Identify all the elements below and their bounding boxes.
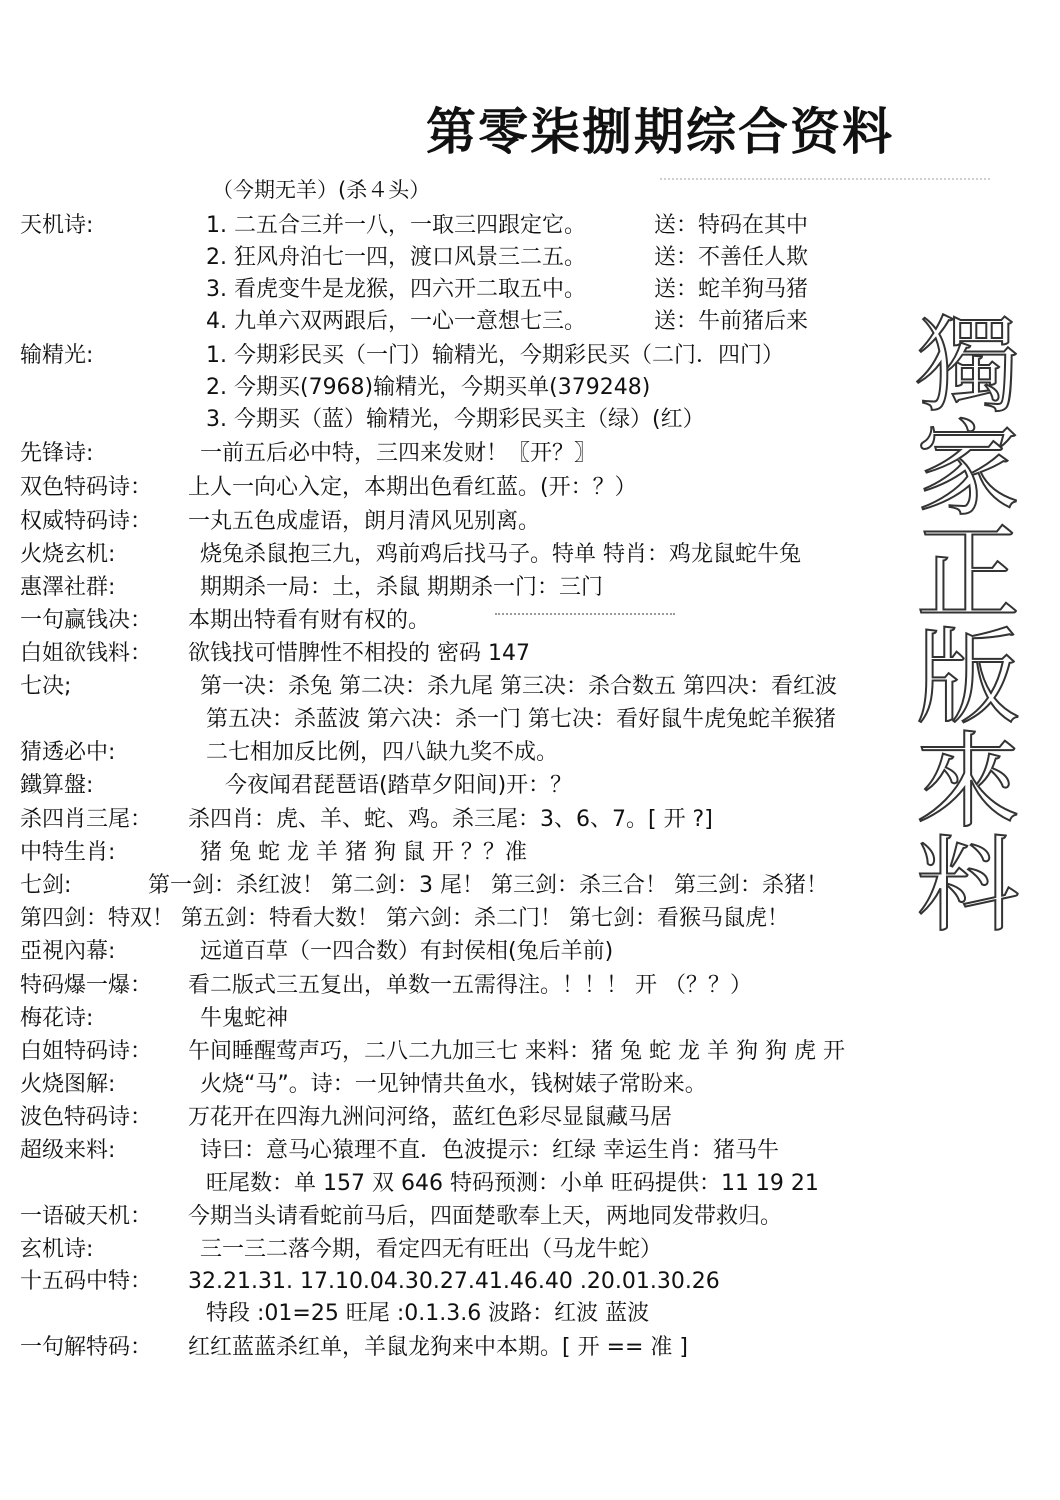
row-label: 一句赢钱决： [20,608,153,633]
tianji-send: 送：蛇羊狗马猪 [654,277,809,302]
watermark-vertical-text: 獨家正版來料 [898,310,1020,934]
shujing-line: 2. 今期买(7968)输精光，今期买单(379248) [206,375,651,400]
row-text: 一丸五色成虚语，朗月清风见别离。 [188,509,541,534]
tianji-send: 送：不善任人欺 [654,245,809,270]
row-text: 第一决：杀兔 第二决：杀九尾 第三决：杀合数五 第四决：看红波 [200,674,837,699]
row-label: 七决; [20,674,72,699]
shujing-line: 1. 今期彩民买（一门）输精光，今期彩民买（二门．四门） [206,343,784,368]
row-text: 一前五后必中特，三四来发财！〖开？〗 [200,441,597,466]
row-label: 白姐欲钱料： [20,641,153,666]
row-label: 亞視內幕: [20,939,116,964]
row-text: 杀四肖：虎、羊、蛇、鸡。杀三尾：3、6、7。[ 开 ?] [188,807,713,832]
row-text: 牛鬼蛇神 [200,1006,289,1031]
row-text: 二七相加反比例，四八缺九奖不成。 [206,740,559,765]
row-text: 今期当头请看蛇前马后，四面楚歌奉上天，两地同发带救归。 [188,1204,783,1229]
row-text: 万花开在四海九洲问河络，蓝红色彩尽显鼠藏马居 [188,1105,673,1130]
row-label: 鐵算盤: [20,773,94,798]
row-text: 特段 :01=25 旺尾 :0.1.3.6 波路：红波 蓝波 [206,1301,650,1326]
shujing-label: 输精光: [20,343,94,368]
row-text: 远道百草（一四合数）有封侯相(兔后羊前) [200,939,614,964]
row-text: 第一剑：杀红波！ 第二剑：3 尾！ 第三剑：杀三合！ 第三剑：杀猪！ [148,873,828,898]
row-text: 三一三二落今期，看定四无有旺出（马龙牛蛇） [200,1237,663,1262]
row-text: 32.21.31. 17.10.04.30.27.41.46.40 .20.01.30.26 [188,1269,720,1294]
row-text: 期期杀一局：土，杀鼠 期期杀一门：三门 [200,575,603,600]
dotted-divider [660,178,990,180]
subtitle: （今期无羊）(杀４头） [212,178,431,202]
row-label: 白姐特码诗： [20,1039,153,1064]
row-text: 第四剑：特双！ 第五剑：特看大数！ 第六剑：杀二门！ 第七剑：看猴马鼠虎！ [20,906,789,931]
row-label: 先锋诗: [20,441,94,466]
row-text: 本期出特看有财有权的。 [188,608,431,633]
tianji-send: 送：牛前猪后来 [654,309,809,334]
row-label: 特码爆一爆： [20,973,153,998]
dotted-divider [495,613,675,615]
row-text: 烧兔杀鼠抱三九，鸡前鸡后找马子。特单 特肖：鸡龙鼠蛇牛兔 [200,542,801,567]
row-text: 猪 兔 蛇 龙 羊 猪 狗 鼠 开 ？？准 [200,840,527,865]
row-text: 看二版式三五复出，单数一五需得注。！！！ 开 （？？） [188,973,752,998]
row-label: 惠澤社群: [20,575,116,600]
row-label: 超级来料: [20,1138,116,1163]
tianji-line: 2. 狂风舟泊七一四，渡口风景三二五。 [206,245,586,270]
row-label: 火烧玄机: [20,542,116,567]
row-label: 中特生肖: [20,840,116,865]
tianji-line: 3. 看虎变牛是龙猴，四六开二取五中。 [206,277,586,302]
row-text: 诗曰：意马心猿理不直．色波提示：红绿 幸运生肖：猪马牛 [200,1138,779,1163]
tianji-send: 送：特码在其中 [654,213,809,238]
row-text: 旺尾数：单 157 双 646 特码预测：小单 旺码提供：11 19 21 [206,1171,819,1196]
row-label: 猜透必中: [20,740,116,765]
row-text: 午间睡醒莺声巧，二八二九加三七 来料：猪 兔 蛇 龙 羊 狗 狗 虎 开 [188,1039,845,1064]
row-text: 上人一向心入定，本期出色看红蓝。(开：？） [188,475,637,500]
shujing-line: 3. 今期买（蓝）输精光，今期彩民买主（绿）(红） [206,407,705,432]
row-label: 波色特码诗： [20,1105,153,1130]
row-label: 一语破天机： [20,1204,153,1229]
row-text: 欲钱找可惜脾性不相投的 密码 147 [188,641,530,666]
page-title: 第零柒捌期综合资料 [426,102,894,161]
row-text: 红红蓝蓝杀红单，羊鼠龙狗来中本期。[ 开 == 准 ] [188,1335,689,1360]
row-label: 权威特码诗： [20,509,153,534]
tianji-label: 天机诗: [20,213,94,238]
row-label: 一句解特码： [20,1335,153,1360]
row-label: 梅花诗: [20,1006,94,1031]
row-label: 火烧图解: [20,1072,116,1097]
row-label: 杀四肖三尾： [20,807,153,832]
row-label: 玄机诗: [20,1237,94,1262]
row-label: 十五码中特： [20,1269,153,1294]
row-label: 双色特码诗： [20,475,153,500]
tianji-line: 1. 二五合三并一八，一取三四跟定它。 [206,213,586,238]
row-text: 今夜闻君琵琶语(踏草夕阳间)开：？ [225,773,573,798]
row-text: 火烧“马”。诗：一见钟情共鱼水，钱树婊子常盼来。 [200,1072,707,1097]
row-label: 七剑: [20,873,72,898]
tianji-line: 4. 九单六双两跟后，一心一意想七三。 [206,309,586,334]
row-text: 第五决：杀蓝波 第六决：杀一门 第七决：看好鼠牛虎兔蛇羊猴猪 [206,707,836,732]
